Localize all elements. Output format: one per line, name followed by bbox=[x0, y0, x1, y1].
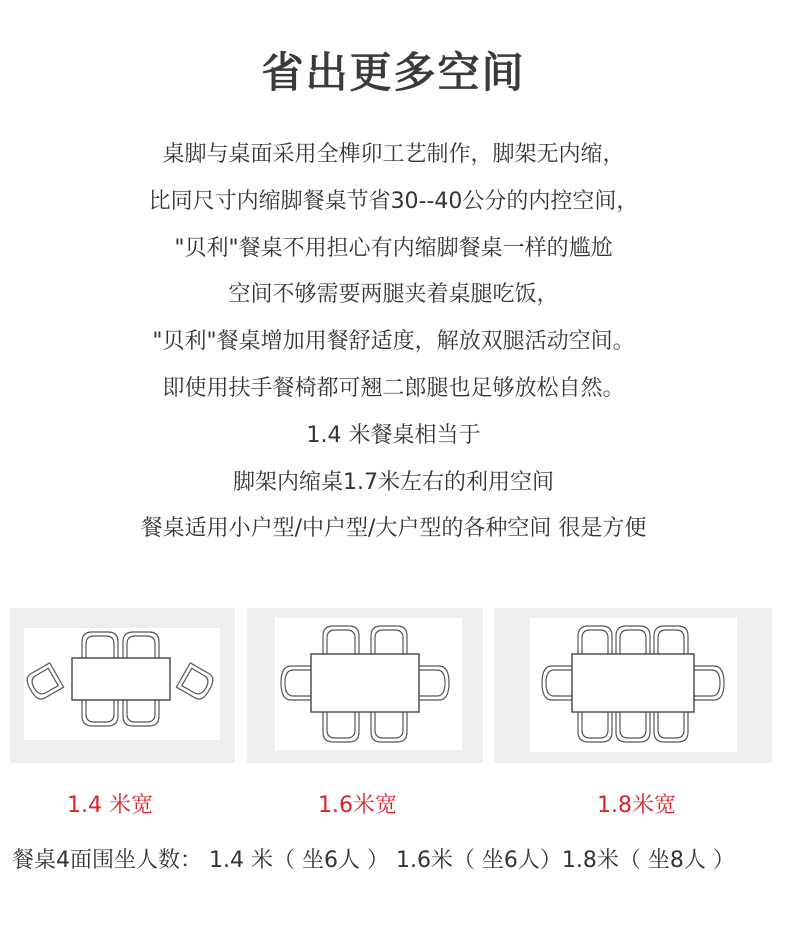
description-line: "贝利"餐桌增加用餐舒适度，解放双腿活动空间。 bbox=[152, 329, 635, 355]
caption-1-4m: 1.4 米宽 bbox=[67, 793, 153, 818]
seating-summary: 餐桌4面围坐人数： 1.4 米（ 坐6人 ） 1.6米（ 坐6人）1.8米（ 坐8人 ） bbox=[12, 848, 735, 873]
table-layout-1-4m-diagram bbox=[10, 608, 235, 763]
diagram-panel-1-8m bbox=[494, 608, 772, 763]
description-line: "贝利"餐桌不用担心有内缩脚餐桌一样的尴尬 bbox=[174, 235, 613, 261]
caption-1-8m: 1.8米宽 bbox=[597, 793, 676, 818]
description-line: 即使用扶手餐椅都可翘二郎腿也足够放松自然。 bbox=[162, 375, 625, 401]
description-line: 空间不够需要两腿夹着桌腿吃饭， bbox=[228, 282, 559, 308]
page-title: 省出更多空间 bbox=[261, 48, 526, 97]
diagram-panel-1-4m bbox=[10, 608, 235, 763]
description-line: 比同尺寸内缩脚餐桌节省30--40公分的内控空间， bbox=[148, 188, 639, 214]
table-layout-1-8m-diagram bbox=[494, 608, 772, 763]
table-layout-1-6m-diagram bbox=[247, 608, 483, 763]
caption-1-6m: 1.6米宽 bbox=[318, 793, 397, 818]
description-line: 餐桌适用小户型/中户型/大户型的各种空间 很是方便 bbox=[140, 516, 647, 542]
description-line: 1.4 米餐桌相当于 bbox=[306, 422, 481, 448]
description-paragraph bbox=[0, 132, 787, 553]
diagram-panel-1-6m bbox=[247, 608, 483, 763]
description-line: 脚架内缩桌1.7米左右的利用空间 bbox=[233, 469, 554, 495]
description-line: 桌脚与桌面采用全榫卯工艺制作，脚架无内缩， bbox=[162, 142, 625, 167]
